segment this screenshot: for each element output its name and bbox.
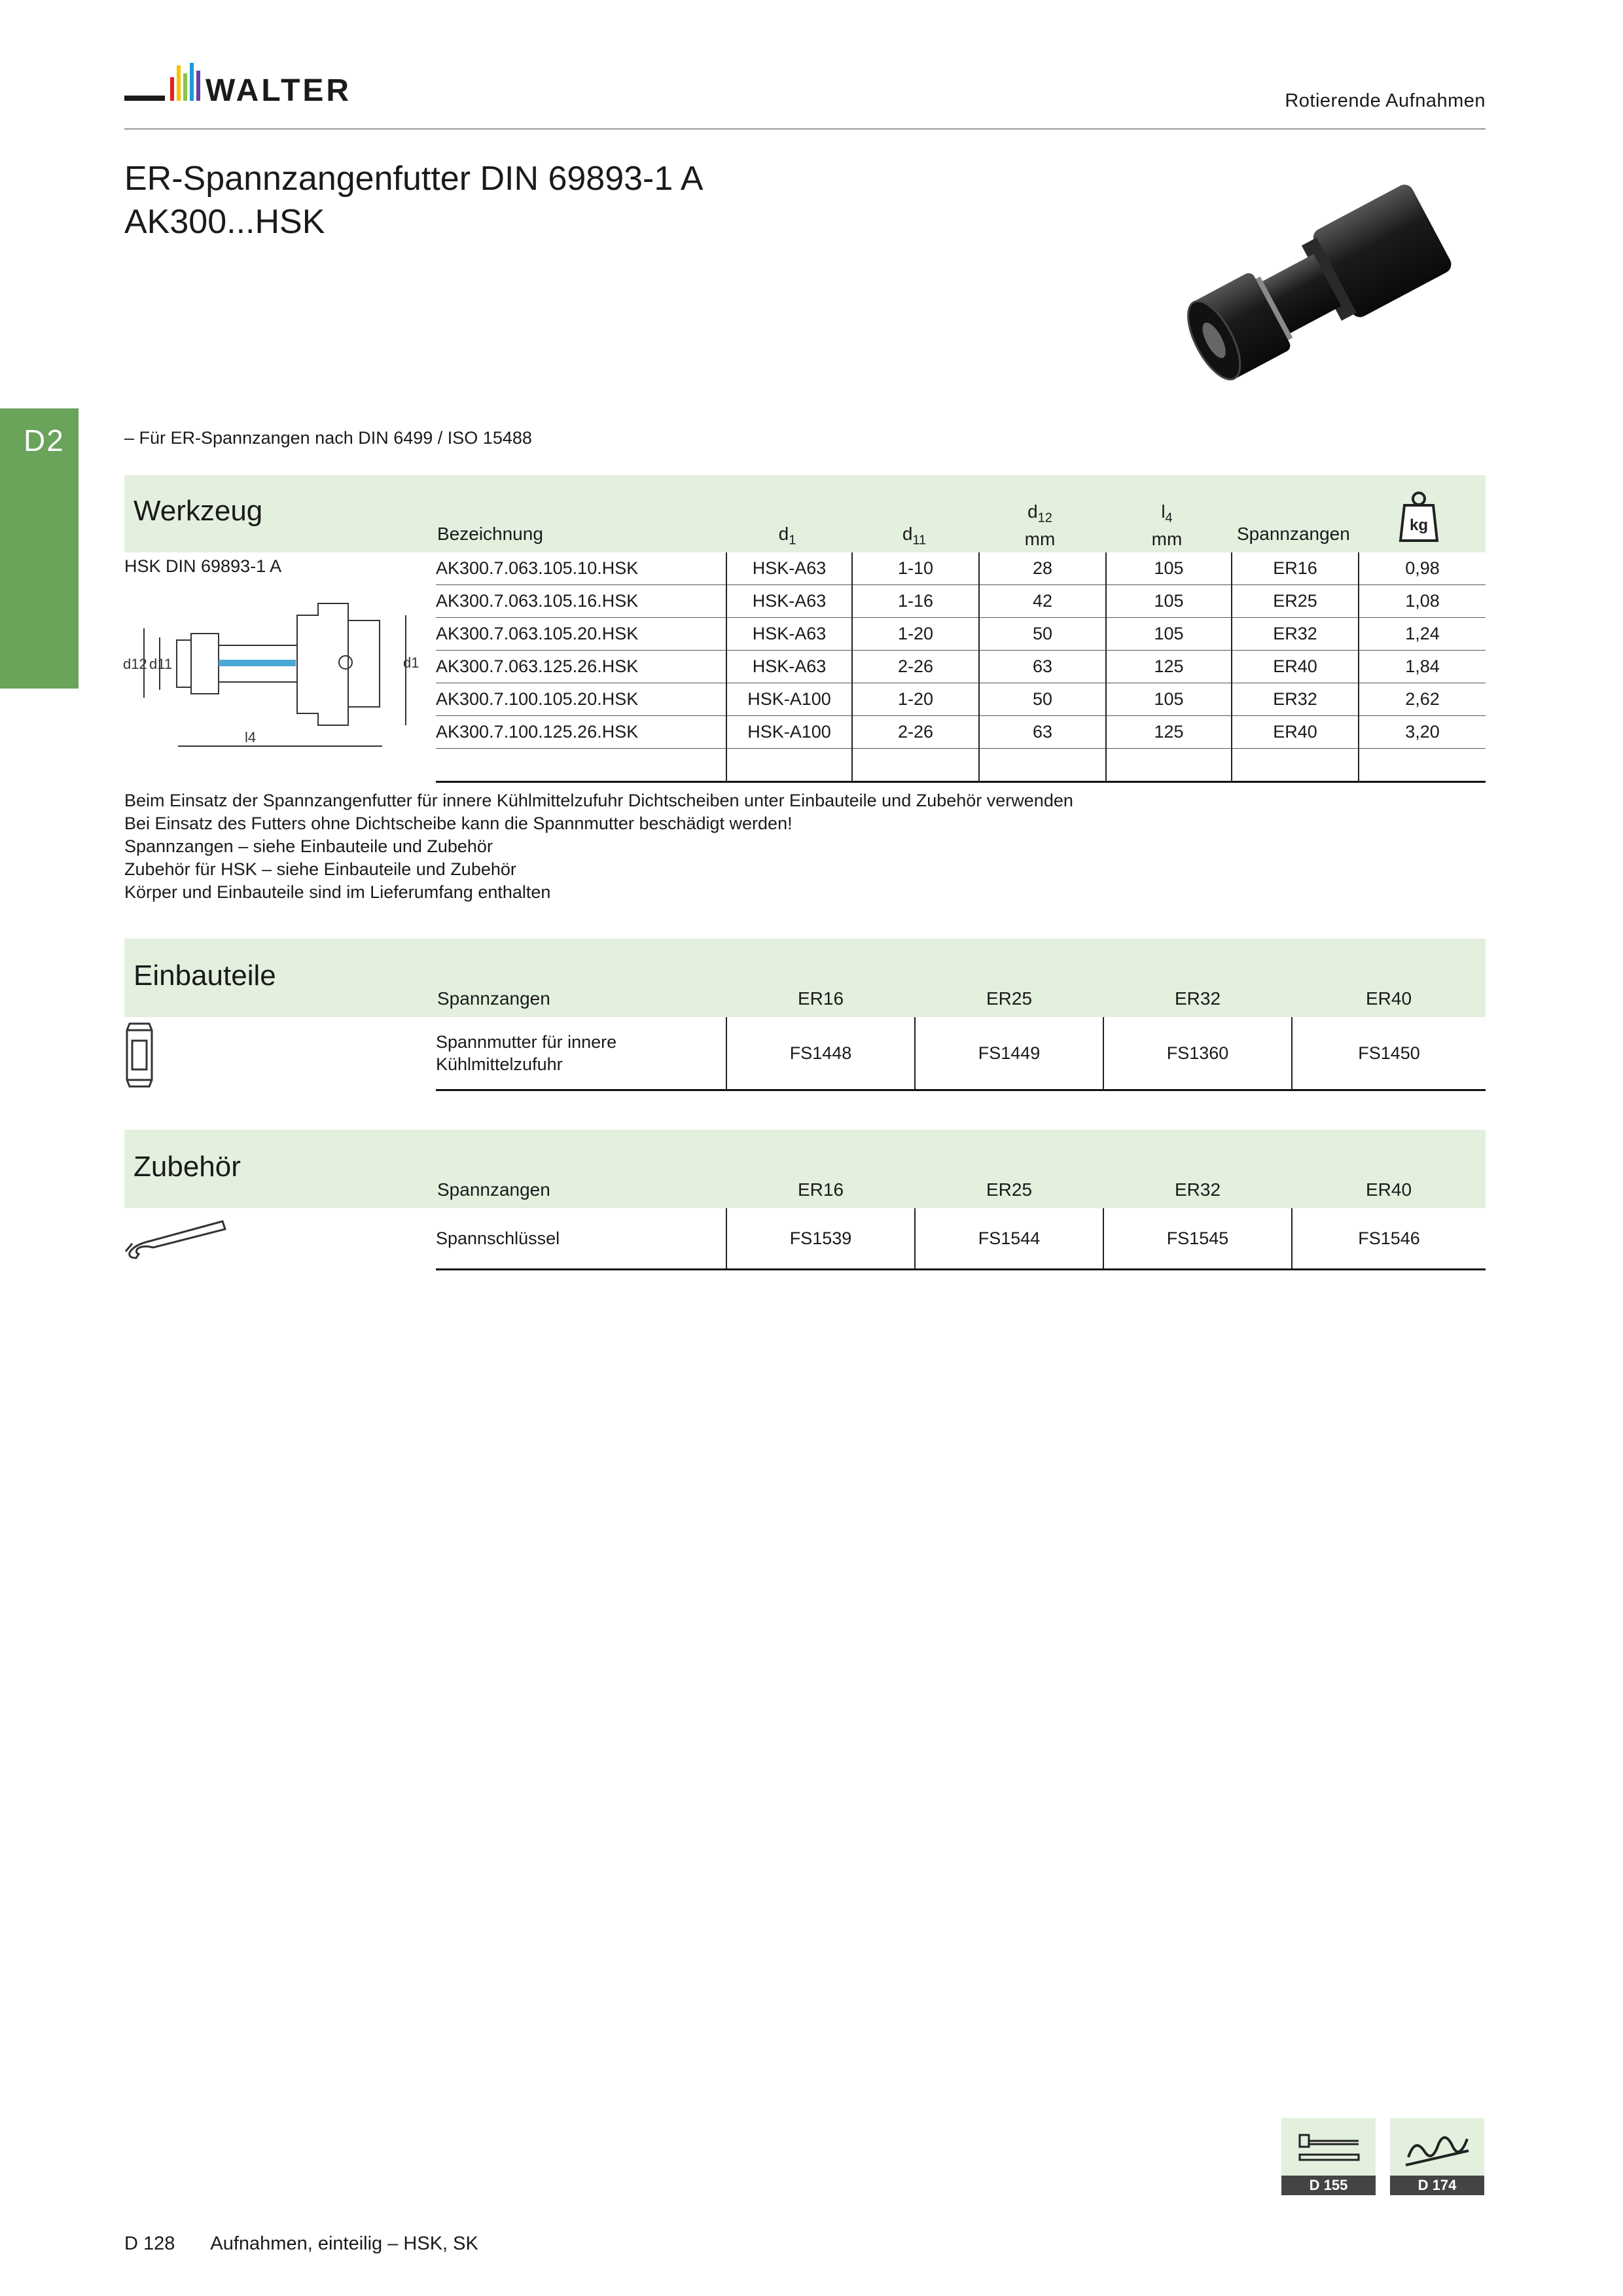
table-cell: ER40 [1232,651,1359,683]
table-cell: HSK-A63 [726,651,852,683]
einbauteile-size-4: ER40 [1365,988,1412,1009]
table-cell: 63 [979,651,1106,683]
table-cell: AK300.7.100.125.26.HSK [436,716,726,749]
table-cell: 1,84 [1359,651,1486,683]
table-row [436,618,1486,651]
table-cell: 50 [979,683,1106,716]
table-cell: AK300.7.063.105.10.HSK [436,552,726,585]
technical-drawing [122,589,429,759]
einbauteile-value: FS1450 [1292,1017,1486,1090]
einbauteile-row [436,1017,1486,1090]
note-3: Spannzangen – siehe Einbauteile und Zubehör [124,836,493,856]
svg-text:kg: kg [1409,516,1429,534]
table-cell: ER32 [1232,618,1359,651]
title-line-2: AK300...HSK [124,203,325,241]
table-cell: AK300.7.063.105.20.HSK [436,618,726,651]
table-cell: 1,08 [1359,585,1486,618]
table-cell: 1-10 [852,552,979,585]
einbauteile-size-3: ER32 [1174,988,1221,1009]
table-cell: 0,98 [1359,552,1486,585]
werkzeug-title: Werkzeug [134,495,263,527]
notes [124,789,1073,904]
table-cell: 50 [979,618,1106,651]
table-cell: 2-26 [852,651,979,683]
col-d11: $d_{11}$ [902,524,927,548]
table-cell: 125 [1106,716,1232,749]
table-row [436,683,1486,716]
page-footer [124,2233,478,2255]
table-cell: 1-16 [852,585,979,618]
spring-coolant-icon [1402,2125,1472,2174]
table-cell: 2,62 [1359,683,1486,716]
table-cell: 125 [1106,651,1232,683]
note-2: Bei Einsatz des Futters ohne Dichtscheibe kann die Spannmutter beschädigt werden! [124,814,793,833]
table-cell [1106,749,1232,782]
brand-text: WALTER [205,73,352,108]
table-cell: 105 [1106,585,1232,618]
table-cell: 1-20 [852,618,979,651]
side-tab-label: D2 [24,423,65,457]
col-d12: $d_{12}$ mm [1024,501,1056,549]
table-cell [1359,749,1486,782]
footer-link-d155[interactable] [1281,2118,1376,2195]
zubehoer-size-1: ER16 [797,1179,844,1200]
zubehoer-table [436,1208,1486,1270]
table-row [436,716,1486,749]
header-rule [124,128,1486,130]
table-row [436,651,1486,683]
hsk-label: HSK DIN 69893-1 A [124,556,282,576]
table-cell [979,749,1106,782]
wrench-icon [124,1215,229,1262]
table-cell [436,749,726,782]
zubehoer-size-3: ER32 [1174,1179,1221,1200]
col-d1: $d_1$ [778,524,796,548]
zubehoer-value: FS1544 [915,1208,1103,1270]
einbauteile-size-2: ER25 [986,988,1033,1009]
table-cell: 28 [979,552,1106,585]
zubehoer-title: Zubehör [134,1151,241,1183]
einbauteile-size-1: ER16 [797,988,844,1009]
weight-icon [1398,490,1440,543]
table-cell: 1-20 [852,683,979,716]
chapter-title: Aufnahmen, einteilig – HSK, SK [210,2233,478,2254]
table-cell: 3,20 [1359,716,1486,749]
drawing-label-l4: l4 [245,729,257,745]
table-cell: 105 [1106,683,1232,716]
table-cell: HSK-A63 [726,618,852,651]
table-cell: ER25 [1232,585,1359,618]
section-label: Rotierende Aufnahmen [1285,90,1486,111]
table-cell [726,749,852,782]
zubehoer-size-4: ER40 [1365,1179,1412,1200]
table-cell: HSK-A100 [726,716,852,749]
drawing-label-d12: d12 [123,656,147,672]
einbauteile-title: Einbauteile [134,960,276,992]
table-cell: 105 [1106,618,1232,651]
zubehoer-col-label: Spannzangen [437,1179,550,1200]
note-1: Beim Einsatz der Spannzangenfutter für innere Kühlmittelzufuhr Dichtscheiben unter Einbauteile und Zubehör verwenden [124,791,1073,810]
note-4: Zubehör für HSK – siehe Einbauteile und Zubehör [124,859,516,879]
table-row [436,585,1486,618]
table-cell: AK300.7.063.125.26.HSK [436,651,726,683]
table-cell: HSK-A63 [726,552,852,585]
table-row [436,552,1486,585]
table-cell [852,749,979,782]
table-cell: AK300.7.100.105.20.HSK [436,683,726,716]
page-title [124,157,704,243]
table-cell: ER32 [1232,683,1359,716]
table-cell: 42 [979,585,1106,618]
feature-text: – Für ER-Spannzangen nach DIN 6499 / ISO 15488 [124,428,532,448]
zubehoer-row [436,1208,1486,1270]
drawing-label-d1: d1 [403,655,419,671]
zubehoer-value: FS1546 [1292,1208,1486,1270]
table-cell: 105 [1106,552,1232,585]
table-cell: ER40 [1232,716,1359,749]
table-cell: HSK-A100 [726,683,852,716]
title-line-1: ER-Spannzangenfutter DIN 69893-1 A [124,160,704,198]
walter-logo [124,60,399,117]
table-cell: ER16 [1232,552,1359,585]
einbauteile-table [436,1017,1486,1091]
zubehoer-value: FS1545 [1103,1208,1292,1270]
zubehoer-value: FS1539 [726,1208,915,1270]
footer-link-d174[interactable] [1390,2118,1484,2195]
spannmutter-icon [124,1021,154,1089]
col-l4: $l_4$ mm [1151,501,1183,549]
einbauteile-value: FS1360 [1103,1017,1292,1090]
table-cell: 2-26 [852,716,979,749]
table-cell: HSK-A63 [726,585,852,618]
screw-icon [1296,2130,1361,2169]
table-cell [1232,749,1359,782]
table-row-empty [436,749,1486,782]
zubehoer-size-2: ER25 [986,1179,1033,1200]
table-cell: 1,24 [1359,618,1486,651]
zubehoer-item: Spannschlüssel [436,1208,726,1270]
drawing-label-d11: d11 [149,656,173,672]
einbauteile-value: FS1448 [726,1017,915,1090]
col-spannzangen: Spannzangen [1237,524,1350,544]
product-photo [1171,157,1492,406]
einbauteile-value: FS1449 [915,1017,1103,1090]
footer-link-label: D 174 [1390,2176,1484,2195]
side-tab [0,408,79,689]
footer-link-label: D 155 [1281,2176,1376,2195]
table-cell: AK300.7.063.105.16.HSK [436,585,726,618]
col-bezeichnung: Bezeichnung [437,524,543,544]
einbauteile-item: Spannmutter für innere Kühlmittelzufuhr [436,1017,726,1090]
table-cell: 63 [979,716,1106,749]
page-number: D 128 [124,2233,175,2254]
werkzeug-table [436,552,1486,783]
einbauteile-col-label: Spannzangen [437,988,550,1009]
note-5: Körper und Einbauteile sind im Lieferumfang enthalten [124,882,551,902]
